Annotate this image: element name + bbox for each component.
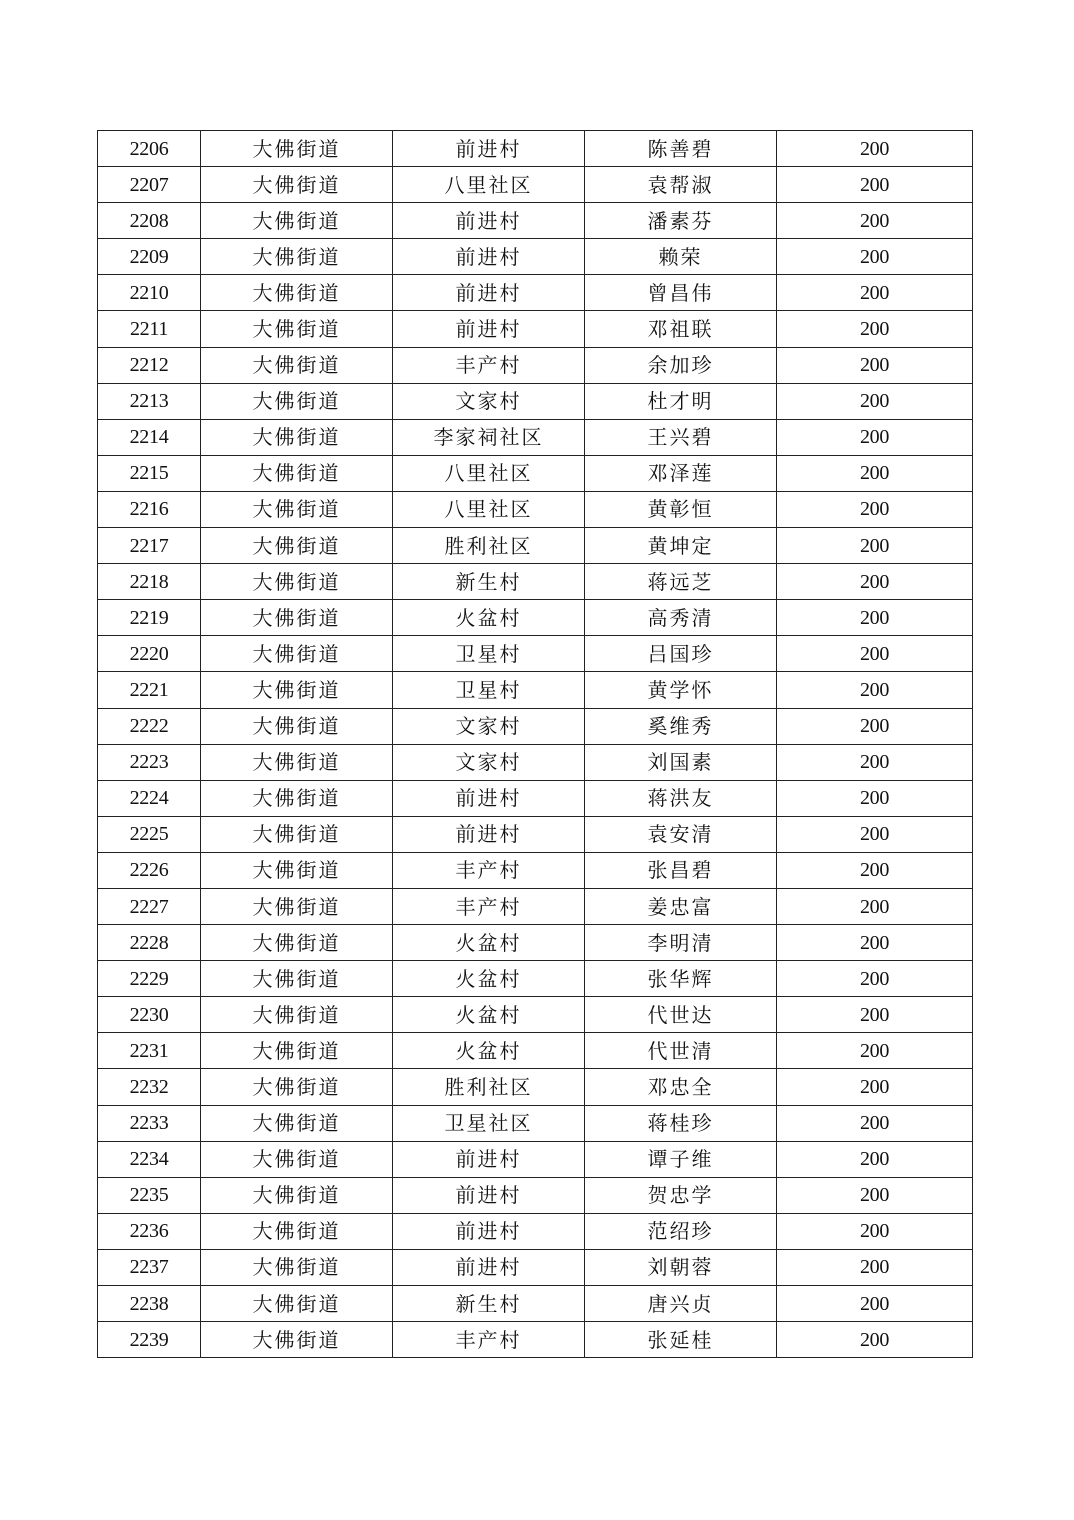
cell-serial-number: 2231 (98, 1033, 201, 1069)
table-row (98, 455, 973, 491)
cell-village: 文家村 (393, 383, 585, 419)
cell-street: 大佛街道 (201, 239, 393, 275)
cell-amount: 200 (777, 1286, 973, 1322)
cell-name: 代世清 (585, 1033, 777, 1069)
cell-street: 大佛街道 (201, 491, 393, 527)
cell-village: 八里社区 (393, 491, 585, 527)
cell-name: 张延桂 (585, 1322, 777, 1358)
cell-amount: 200 (777, 1069, 973, 1105)
cell-serial-number: 2220 (98, 636, 201, 672)
cell-village: 火盆村 (393, 600, 585, 636)
cell-serial-number: 2217 (98, 528, 201, 564)
cell-name: 张华辉 (585, 961, 777, 997)
table-row (98, 1249, 973, 1285)
cell-village: 前进村 (393, 780, 585, 816)
cell-serial-number: 2218 (98, 564, 201, 600)
cell-amount: 200 (777, 419, 973, 455)
cell-name: 范绍珍 (585, 1213, 777, 1249)
roster-table-body (98, 131, 973, 1358)
cell-street: 大佛街道 (201, 1322, 393, 1358)
cell-serial-number: 2212 (98, 347, 201, 383)
cell-serial-number: 2228 (98, 925, 201, 961)
cell-name: 黄学怀 (585, 672, 777, 708)
cell-street: 大佛街道 (201, 203, 393, 239)
table-row (98, 1069, 973, 1105)
cell-amount: 200 (777, 311, 973, 347)
cell-village: 火盆村 (393, 1033, 585, 1069)
cell-amount: 200 (777, 816, 973, 852)
cell-amount: 200 (777, 383, 973, 419)
cell-amount: 200 (777, 1033, 973, 1069)
cell-serial-number: 2210 (98, 275, 201, 311)
table-row (98, 1141, 973, 1177)
roster-table (97, 130, 973, 1358)
cell-amount: 200 (777, 347, 973, 383)
cell-village: 前进村 (393, 311, 585, 347)
table-row (98, 528, 973, 564)
table-row (98, 997, 973, 1033)
cell-amount: 200 (777, 203, 973, 239)
cell-street: 大佛街道 (201, 528, 393, 564)
cell-name: 刘朝蓉 (585, 1249, 777, 1285)
table-row (98, 203, 973, 239)
cell-street: 大佛街道 (201, 347, 393, 383)
cell-village: 卫星村 (393, 636, 585, 672)
cell-village: 火盆村 (393, 961, 585, 997)
cell-serial-number: 2236 (98, 1213, 201, 1249)
table-row (98, 744, 973, 780)
cell-serial-number: 2225 (98, 816, 201, 852)
cell-serial-number: 2213 (98, 383, 201, 419)
cell-name: 吕国珍 (585, 636, 777, 672)
table-row (98, 1033, 973, 1069)
cell-name: 邓忠全 (585, 1069, 777, 1105)
cell-village: 新生村 (393, 1286, 585, 1322)
cell-street: 大佛街道 (201, 997, 393, 1033)
cell-village: 火盆村 (393, 997, 585, 1033)
cell-amount: 200 (777, 925, 973, 961)
table-row (98, 925, 973, 961)
cell-village: 前进村 (393, 1213, 585, 1249)
table-row (98, 131, 973, 167)
cell-serial-number: 2209 (98, 239, 201, 275)
cell-name: 黄坤定 (585, 528, 777, 564)
cell-name: 陈善碧 (585, 131, 777, 167)
cell-amount: 200 (777, 780, 973, 816)
cell-street: 大佛街道 (201, 1249, 393, 1285)
cell-amount: 200 (777, 888, 973, 924)
cell-serial-number: 2214 (98, 419, 201, 455)
cell-street: 大佛街道 (201, 1177, 393, 1213)
table-row (98, 780, 973, 816)
cell-village: 前进村 (393, 275, 585, 311)
cell-serial-number: 2207 (98, 167, 201, 203)
cell-street: 大佛街道 (201, 744, 393, 780)
cell-village: 前进村 (393, 1177, 585, 1213)
cell-serial-number: 2232 (98, 1069, 201, 1105)
cell-village: 八里社区 (393, 167, 585, 203)
cell-amount: 200 (777, 600, 973, 636)
cell-name: 李明清 (585, 925, 777, 961)
table-row (98, 708, 973, 744)
cell-amount: 200 (777, 1249, 973, 1285)
cell-name: 姜忠富 (585, 888, 777, 924)
cell-serial-number: 2222 (98, 708, 201, 744)
cell-street: 大佛街道 (201, 780, 393, 816)
cell-amount: 200 (777, 1322, 973, 1358)
cell-name: 袁帮淑 (585, 167, 777, 203)
cell-village: 丰产村 (393, 347, 585, 383)
cell-street: 大佛街道 (201, 383, 393, 419)
table-row (98, 419, 973, 455)
cell-amount: 200 (777, 275, 973, 311)
cell-village: 胜利社区 (393, 1069, 585, 1105)
cell-serial-number: 2208 (98, 203, 201, 239)
cell-name: 蒋远芝 (585, 564, 777, 600)
cell-name: 高秀清 (585, 600, 777, 636)
cell-serial-number: 2219 (98, 600, 201, 636)
cell-name: 奚维秀 (585, 708, 777, 744)
cell-name: 谭子维 (585, 1141, 777, 1177)
cell-serial-number: 2227 (98, 888, 201, 924)
cell-village: 丰产村 (393, 1322, 585, 1358)
cell-serial-number: 2230 (98, 997, 201, 1033)
cell-village: 卫星社区 (393, 1105, 585, 1141)
cell-amount: 200 (777, 491, 973, 527)
cell-amount: 200 (777, 528, 973, 564)
table-row (98, 888, 973, 924)
cell-street: 大佛街道 (201, 925, 393, 961)
table-row (98, 816, 973, 852)
cell-street: 大佛街道 (201, 564, 393, 600)
table-row (98, 636, 973, 672)
cell-street: 大佛街道 (201, 888, 393, 924)
cell-street: 大佛街道 (201, 672, 393, 708)
table-row (98, 383, 973, 419)
table-row (98, 1105, 973, 1141)
cell-serial-number: 2234 (98, 1141, 201, 1177)
cell-street: 大佛街道 (201, 636, 393, 672)
cell-name: 黄彰恒 (585, 491, 777, 527)
cell-serial-number: 2233 (98, 1105, 201, 1141)
cell-street: 大佛街道 (201, 1033, 393, 1069)
cell-name: 刘国素 (585, 744, 777, 780)
cell-name: 曾昌伟 (585, 275, 777, 311)
cell-street: 大佛街道 (201, 419, 393, 455)
cell-street: 大佛街道 (201, 275, 393, 311)
cell-name: 唐兴贞 (585, 1286, 777, 1322)
cell-name: 代世达 (585, 997, 777, 1033)
cell-street: 大佛街道 (201, 1213, 393, 1249)
cell-name: 潘素芬 (585, 203, 777, 239)
cell-name: 蒋桂珍 (585, 1105, 777, 1141)
cell-amount: 200 (777, 852, 973, 888)
cell-amount: 200 (777, 564, 973, 600)
cell-village: 文家村 (393, 744, 585, 780)
cell-village: 前进村 (393, 1249, 585, 1285)
cell-name: 余加珍 (585, 347, 777, 383)
cell-street: 大佛街道 (201, 708, 393, 744)
cell-street: 大佛街道 (201, 600, 393, 636)
table-row (98, 311, 973, 347)
table-row (98, 491, 973, 527)
cell-street: 大佛街道 (201, 1286, 393, 1322)
cell-amount: 200 (777, 131, 973, 167)
cell-village: 前进村 (393, 203, 585, 239)
cell-amount: 200 (777, 1141, 973, 1177)
cell-street: 大佛街道 (201, 1105, 393, 1141)
cell-name: 邓泽莲 (585, 455, 777, 491)
cell-village: 胜利社区 (393, 528, 585, 564)
cell-village: 新生村 (393, 564, 585, 600)
cell-amount: 200 (777, 167, 973, 203)
cell-name: 袁安清 (585, 816, 777, 852)
cell-serial-number: 2206 (98, 131, 201, 167)
table-row (98, 239, 973, 275)
table-row (98, 564, 973, 600)
cell-street: 大佛街道 (201, 852, 393, 888)
cell-village: 火盆村 (393, 925, 585, 961)
cell-street: 大佛街道 (201, 131, 393, 167)
cell-serial-number: 2215 (98, 455, 201, 491)
cell-name: 贺忠学 (585, 1177, 777, 1213)
table-row (98, 347, 973, 383)
cell-village: 丰产村 (393, 852, 585, 888)
cell-village: 卫星村 (393, 672, 585, 708)
table-row (98, 852, 973, 888)
cell-serial-number: 2239 (98, 1322, 201, 1358)
cell-name: 赖荣 (585, 239, 777, 275)
cell-village: 文家村 (393, 708, 585, 744)
cell-street: 大佛街道 (201, 167, 393, 203)
cell-street: 大佛街道 (201, 961, 393, 997)
cell-serial-number: 2229 (98, 961, 201, 997)
cell-street: 大佛街道 (201, 311, 393, 347)
cell-amount: 200 (777, 1213, 973, 1249)
cell-name: 蒋洪友 (585, 780, 777, 816)
cell-amount: 200 (777, 708, 973, 744)
cell-serial-number: 2235 (98, 1177, 201, 1213)
cell-serial-number: 2221 (98, 672, 201, 708)
cell-amount: 200 (777, 961, 973, 997)
cell-village: 前进村 (393, 239, 585, 275)
cell-amount: 200 (777, 239, 973, 275)
table-row (98, 167, 973, 203)
cell-serial-number: 2211 (98, 311, 201, 347)
table-row (98, 1322, 973, 1358)
cell-village: 前进村 (393, 1141, 585, 1177)
cell-amount: 200 (777, 1105, 973, 1141)
cell-amount: 200 (777, 997, 973, 1033)
cell-village: 八里社区 (393, 455, 585, 491)
cell-village: 丰产村 (393, 888, 585, 924)
cell-name: 邓祖联 (585, 311, 777, 347)
cell-street: 大佛街道 (201, 816, 393, 852)
cell-amount: 200 (777, 1177, 973, 1213)
cell-name: 张昌碧 (585, 852, 777, 888)
cell-amount: 200 (777, 636, 973, 672)
cell-village: 李家祠社区 (393, 419, 585, 455)
table-row (98, 1213, 973, 1249)
cell-serial-number: 2226 (98, 852, 201, 888)
cell-village: 前进村 (393, 816, 585, 852)
cell-street: 大佛街道 (201, 1141, 393, 1177)
table-row (98, 1177, 973, 1213)
cell-street: 大佛街道 (201, 455, 393, 491)
cell-name: 杜才明 (585, 383, 777, 419)
table-row (98, 1286, 973, 1322)
table-row (98, 672, 973, 708)
cell-serial-number: 2223 (98, 744, 201, 780)
cell-serial-number: 2224 (98, 780, 201, 816)
cell-name: 王兴碧 (585, 419, 777, 455)
cell-serial-number: 2237 (98, 1249, 201, 1285)
table-row (98, 600, 973, 636)
cell-street: 大佛街道 (201, 1069, 393, 1105)
cell-amount: 200 (777, 455, 973, 491)
table-row (98, 275, 973, 311)
cell-serial-number: 2216 (98, 491, 201, 527)
cell-serial-number: 2238 (98, 1286, 201, 1322)
cell-amount: 200 (777, 744, 973, 780)
cell-village: 前进村 (393, 131, 585, 167)
cell-amount: 200 (777, 672, 973, 708)
table-row (98, 961, 973, 997)
